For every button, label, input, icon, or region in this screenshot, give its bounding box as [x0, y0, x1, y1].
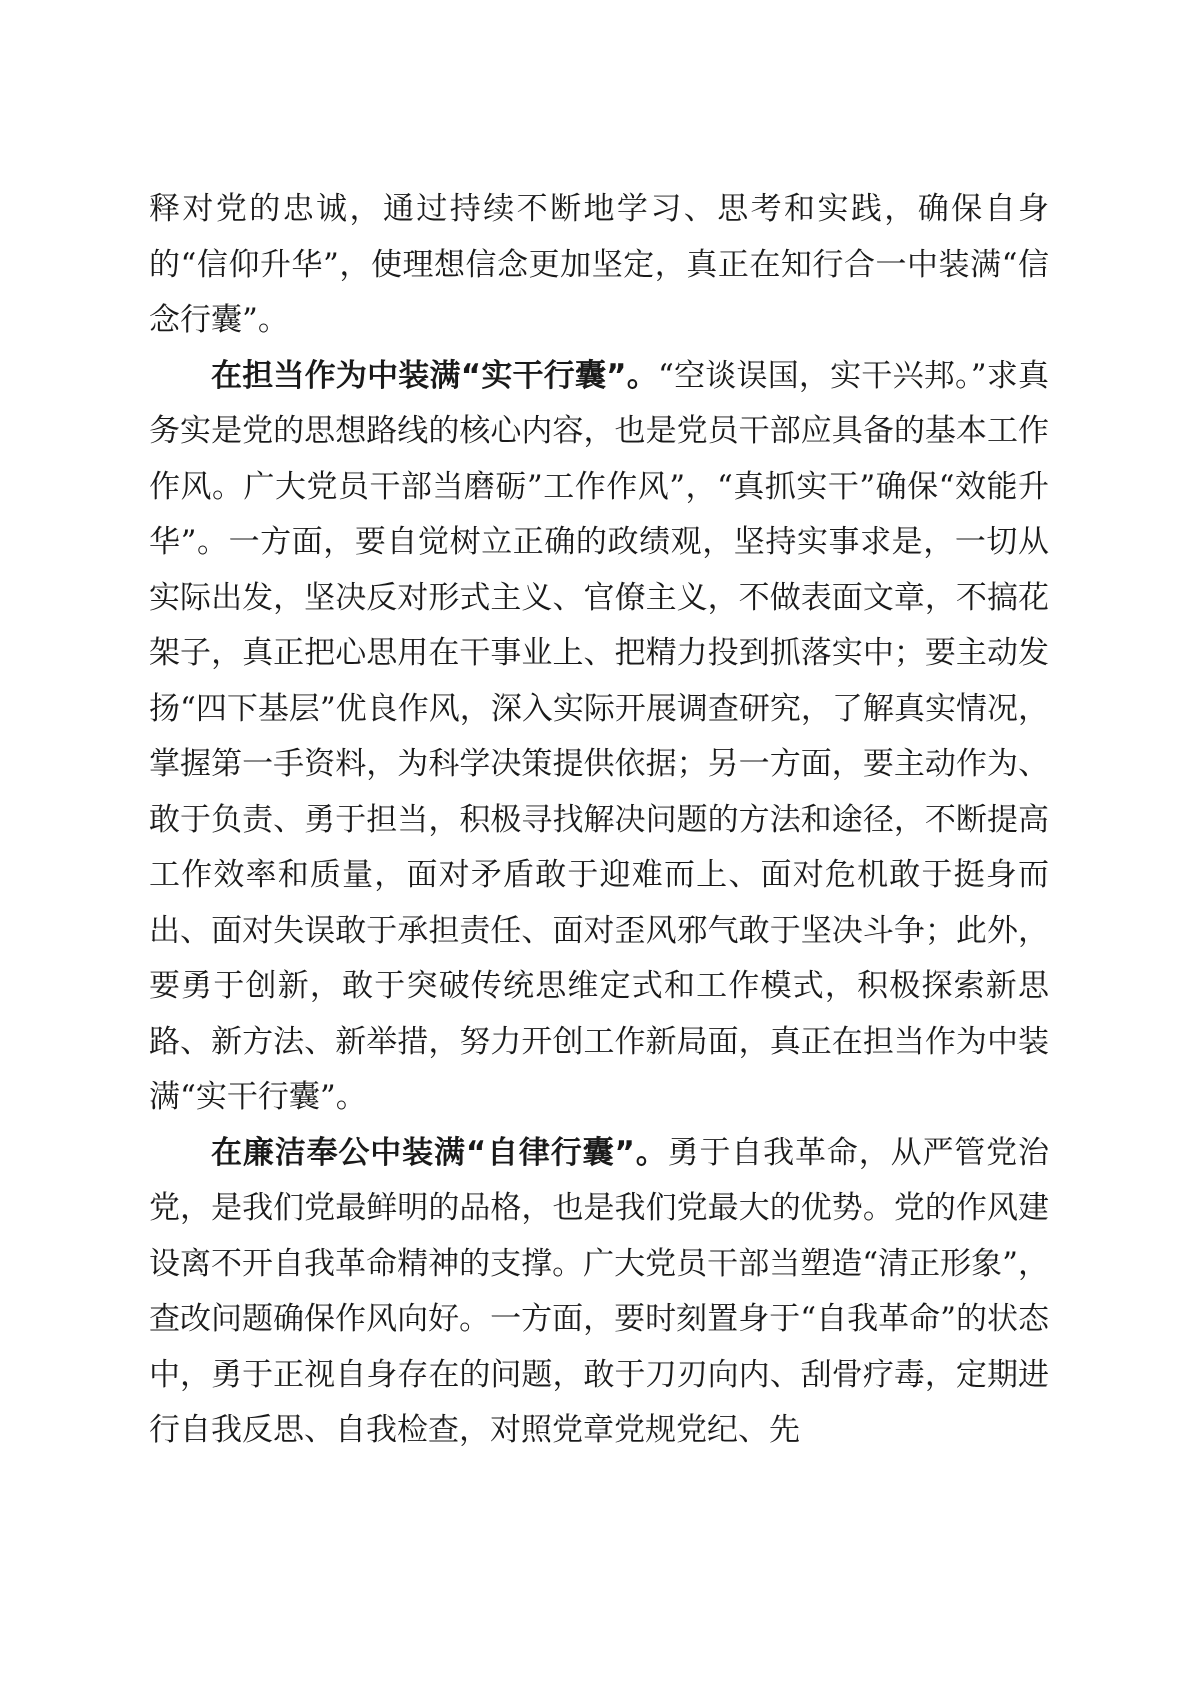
paragraph-1 — [149, 182, 1049, 349]
paragraph-heading: 在廉洁奉公中装满“自律行囊”。 — [211, 1134, 668, 1171]
paragraph-text: 释对党的忠诚，通过持续不断地学习、思考和实践，确保自身的“信仰升华”，使理想信念更加坚定，真正在知行合一中装满“信念行囊”。 — [149, 191, 1049, 338]
paragraph-3 — [149, 1126, 1049, 1459]
document-body — [149, 182, 1049, 1459]
paragraph-text: “空谈误国，实干兴邦。”求真务实是党的思想路线的核心内容，也是党员干部应具备的基本工作作风。广大党员干部当磨砺”工作作风”，“真抓实干”确保“效能升华”。一方面，要自觉树立正确的政绩观，坚持实事求是，一切从实际出发，坚决反对形式主义、官僚主义，不做表面文章，不搞花架子，真正把心思用在干事业上、把精力投到抓落实中；要主动发扬“四下基层”优良作风，深入实际开展调查研究，了解真实情况，掌握第一手资料，为科学决策提供依据；另一方面，要主动作为、敢于负责、勇于担当，积极寻找解决问题的方法和途径，不断提高工作效率和质量，面对矛盾敢于迎难而上、面对危机敢于挺身而出、面对失误敢于承担责任、面对歪风邪气敢于坚决斗争；此外，要勇于创新，敢于突破传统思维定式和工作模式，积极探索新思路、新方法、新举措，努力开创工作新局面，真正在担当作为中装满“实干行囊”。 — [149, 357, 1050, 1115]
paragraph-heading: 在担当作为中装满“实干行囊”。 — [211, 357, 658, 394]
paragraph-text: 勇于自我革命，从严管党治党，是我们党最鲜明的品格，也是我们党最大的优势。党的作风建设离不开自我革命精神的支撑。广大党员干部当塑造“清正形象”，查改问题确保作风向好。一方面，要时刻置身于“自我革命”的状态中，勇于正视自身存在的问题，敢于刀刃向内、刮骨疗毒，定期进行自我反思、自我检查，对照党章党规党纪、先 — [149, 1134, 1050, 1448]
paragraph-2 — [149, 349, 1049, 1126]
